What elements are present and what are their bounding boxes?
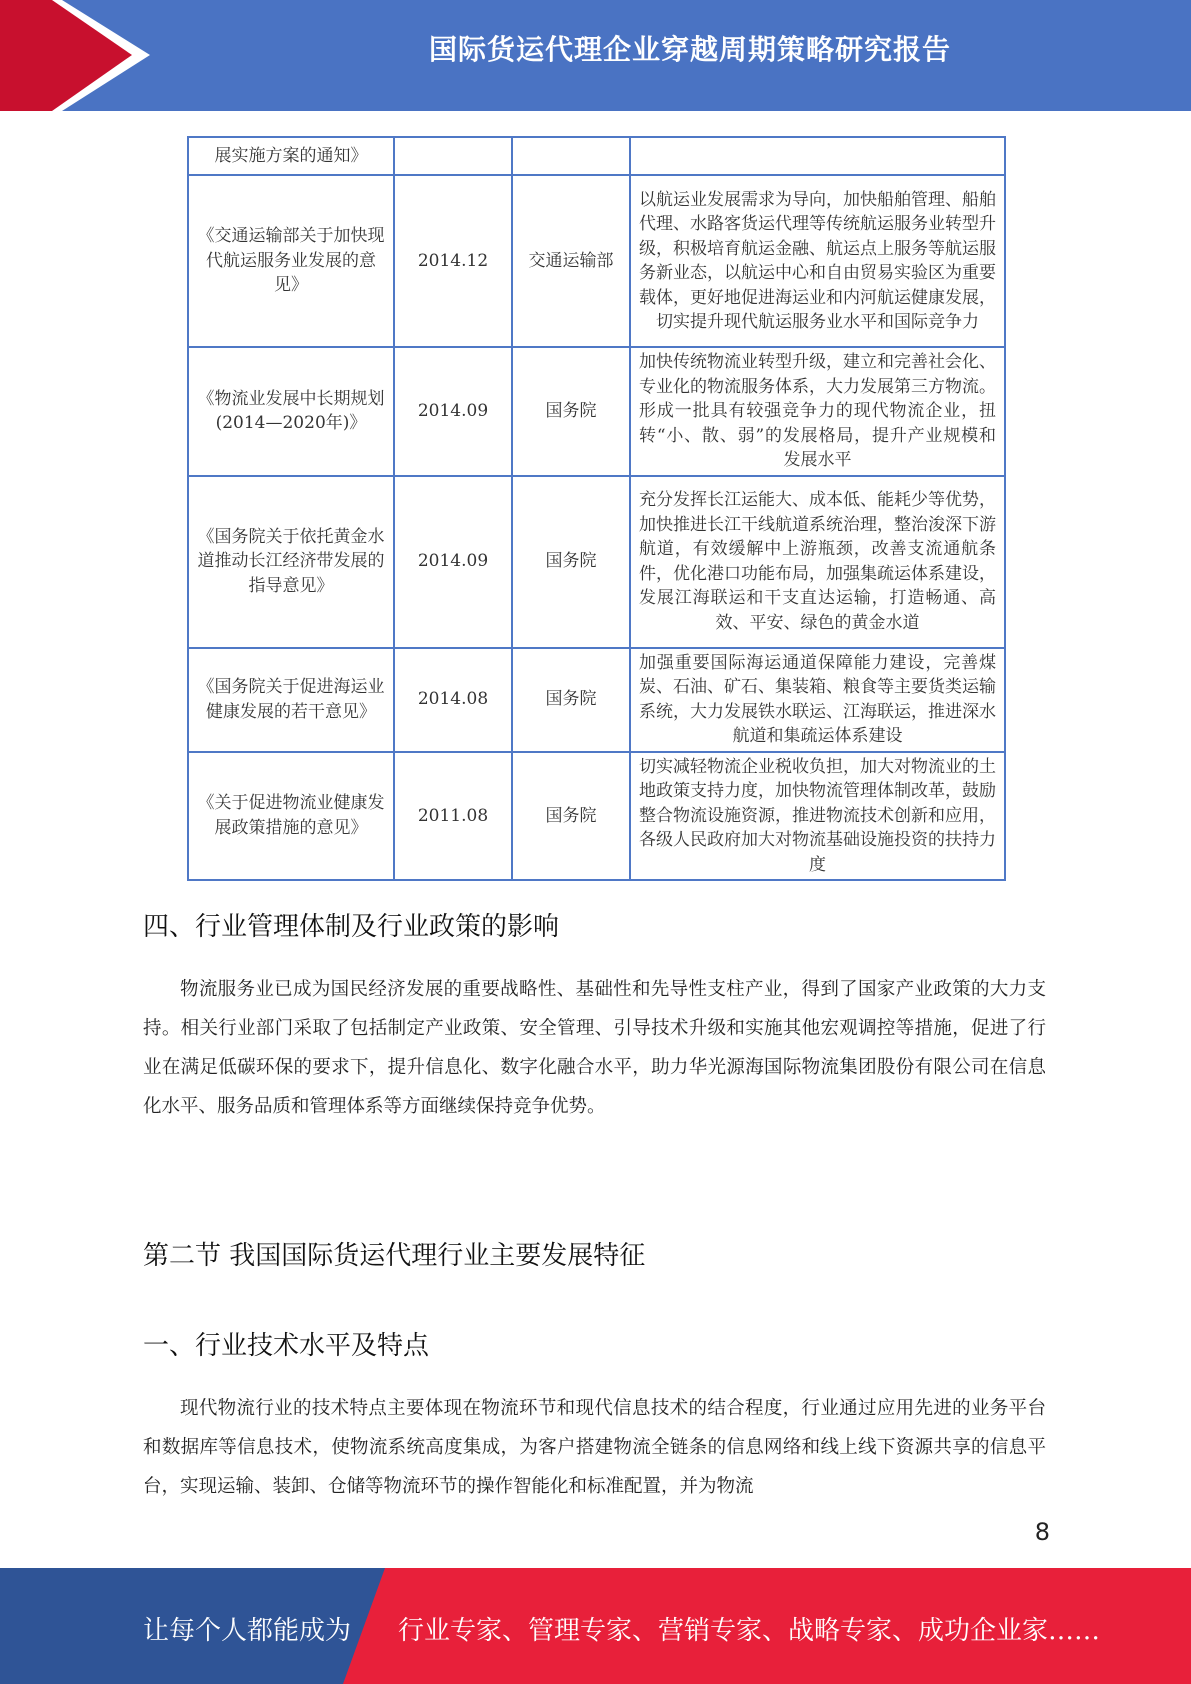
policy-name-cell: 《物流业发展中长期规划(2014—2020年)》 — [188, 347, 394, 476]
policy-dept-cell: 国务院 — [512, 476, 630, 648]
table-row — [188, 137, 1005, 175]
policy-date-cell: 2014.09 — [394, 347, 512, 476]
footer-slogan-right: 行业专家、管理专家、营销专家、战略专家、成功企业家…… — [398, 1616, 1101, 1646]
policy-table — [187, 136, 1006, 881]
policy-date-cell: 2014.12 — [394, 175, 512, 347]
policy-name-cell: 《关于促进物流业健康发展政策措施的意见》 — [188, 752, 394, 881]
policy-dept-cell: 交通运输部 — [512, 175, 630, 347]
policy-content-cell: 充分发挥长江运能大、成本低、能耗少等优势，加快推进长江干线航道系统治理，整治浚深下游航道，有效缓解中上游瓶颈，改善支流通航条件，优化港口功能布局，加强集疏运体系建设，发展江海联运和干支直达运输，打造畅通、高效、平安、绿色的黄金水道 — [630, 476, 1005, 648]
table-row — [188, 648, 1005, 752]
policy-name-cell: 《国务院关于促进海运业健康发展的若干意见》 — [188, 648, 394, 752]
policy-dept-cell: 国务院 — [512, 648, 630, 752]
paragraph-policy-impact: 物流服务业已成为国民经济发展的重要战略性、基础性和先导性支柱产业，得到了国家产业政策的大力支持。相关行业部门采取了包括制定产业政策、安全管理、引导技术升级和实施其他宏观调控等措施，促进了行业在满足低碳环保的要求下，提升信息化、数字化融合水平，助力华光源海国际物流集团股份有限公司在信息化水平、服务品质和管理体系等方面继续保持竞争优势。 — [143, 979, 1046, 1117]
table-row — [188, 175, 1005, 347]
report-title: 国际货运代理企业穿越周期策略研究报告 — [428, 33, 951, 66]
policy-date-cell: 2014.08 — [394, 648, 512, 752]
policy-name-cell: 展实施方案的通知》 — [188, 137, 394, 175]
policy-content-cell: 加快传统物流业转型升级，建立和完善社会化、专业化的物流服务体系，大力发展第三方物流。形成一批具有较强竞争力的现代物流企业，扭转“小、散、弱”的发展格局，提升产业规模和发展水平 — [630, 347, 1005, 476]
policy-date-cell: 2011.08 — [394, 752, 512, 881]
policy-content-cell: 切实减轻物流企业税收负担，加大对物流业的土地政策支持力度，加快物流管理体制改革，鼓励整合物流设施资源，推进物流技术创新和应用，各级人民政府加大对物流基础设施投资的扶持力度 — [630, 752, 1005, 881]
page-header — [0, 0, 1191, 111]
paragraph-tech-level: 现代物流行业的技术特点主要体现在物流环节和现代信息技术的结合程度，行业通过应用先进的业务平台和数据库等信息技术，使物流系统高度集成，为客户搭建物流全链条的信息网络和线上线下资源共享的信息平台，实现运输、装卸、仓储等物流环节的操作智能化和标准配置，并为物流 — [143, 1398, 1046, 1497]
policy-content-cell: 加强重要国际海运通道保障能力建设，完善煤炭、石油、矿石、集装箱、粮食等主要货类运输系统，大力发展铁水联运、江海联运，推进深水航道和集疏运体系建设 — [630, 648, 1005, 752]
policy-content-cell — [630, 137, 1005, 175]
policy-dept-cell: 国务院 — [512, 347, 630, 476]
section-heading-policy-impact: 四、行业管理体制及行业政策的影响 — [143, 912, 560, 942]
policy-date-cell — [394, 137, 512, 175]
table-row — [188, 752, 1005, 881]
section-heading-tech-level: 一、行业技术水平及特点 — [143, 1331, 430, 1361]
policy-date-cell: 2014.09 — [394, 476, 512, 648]
footer-slogan-left: 让每个人都能成为 — [143, 1616, 352, 1646]
policy-dept-cell: 国务院 — [512, 752, 630, 881]
table-row — [188, 347, 1005, 476]
page-number: 8 — [1034, 1518, 1050, 1546]
policy-content-cell: 以航运业发展需求为导向，加快船舶管理、船舶代理、水路客货运代理等传统航运服务业转型升级，积极培育航运金融、航运点上服务等航运服务新业态，以航运中心和自由贸易实验区为重要载体，更好地促进海运业和内河航运健康发展，切实提升现代航运服务业水平和国际竞争力 — [630, 175, 1005, 347]
chapter-heading: 第二节 我国国际货运代理行业主要发展特征 — [143, 1241, 646, 1271]
table-row — [188, 476, 1005, 648]
policy-dept-cell — [512, 137, 630, 175]
policy-name-cell: 《国务院关于依托黄金水道推动长江经济带发展的指导意见》 — [188, 476, 394, 648]
policy-name-cell: 《交通运输部关于加快现代航运服务业发展的意见》 — [188, 175, 394, 347]
header-arrow-decoration — [0, 0, 160, 111]
